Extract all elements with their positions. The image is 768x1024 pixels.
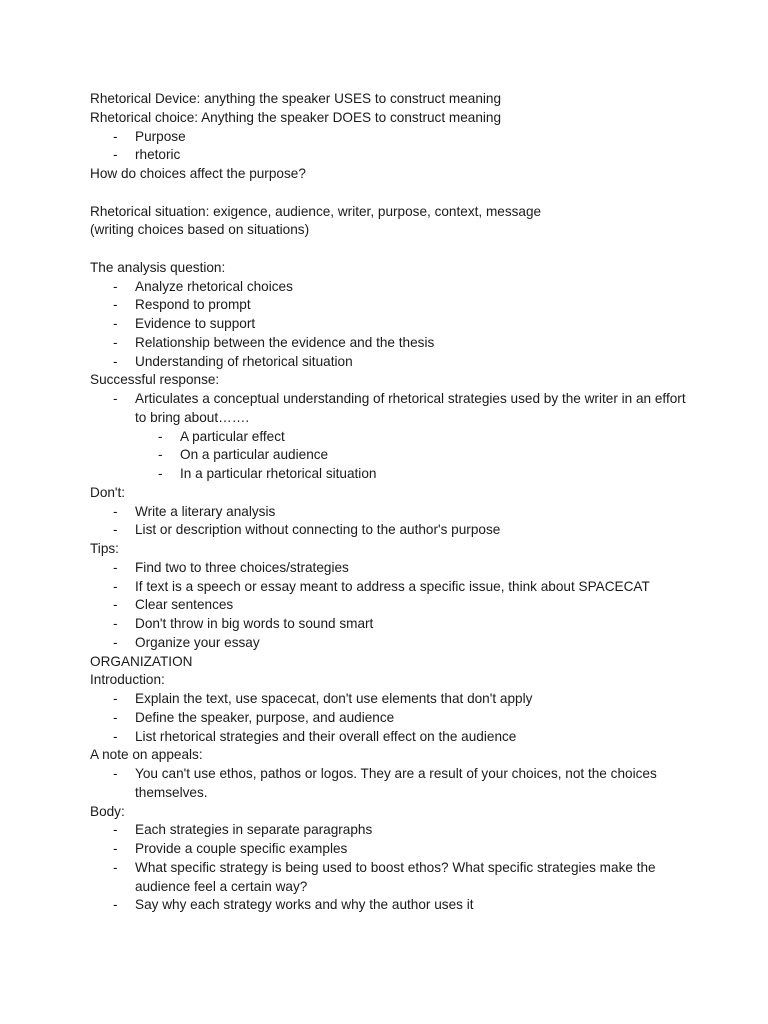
bullet-item bbox=[90, 334, 690, 353]
text-line: A note on appeals: bbox=[90, 747, 203, 763]
dash-bullet-icon: - bbox=[113, 766, 118, 781]
bullet-item bbox=[90, 296, 690, 315]
bullet-item bbox=[90, 709, 690, 728]
bullet-text: If text is a speech or essay meant to address a specific issue, think about SPACECAT bbox=[135, 578, 650, 594]
bullet-text: rhetoric bbox=[135, 147, 181, 163]
text-line: The analysis question: bbox=[90, 259, 226, 275]
bullet-item bbox=[90, 521, 690, 540]
bullet-text: Say why each strategy works and why the author uses it bbox=[135, 897, 474, 913]
dash-bullet-icon: - bbox=[113, 597, 118, 613]
bullet-text: What specific strategy is being used to boost ethos? What specific strategies make the audience feel a certain way? bbox=[135, 859, 656, 894]
dash-bullet-icon: - bbox=[113, 559, 118, 575]
bullet-text: Each strategies in separate paragraphs bbox=[135, 822, 373, 838]
dash-bullet-icon: - bbox=[113, 897, 118, 913]
bullet-text: Purpose bbox=[135, 128, 186, 144]
bullet-item bbox=[90, 559, 690, 578]
dash-bullet-icon: - bbox=[113, 128, 118, 144]
text-line: How do choices affect the purpose? bbox=[90, 166, 306, 181]
bullet-item bbox=[90, 278, 690, 297]
bullet-item bbox=[90, 859, 690, 897]
bullet-item bbox=[90, 615, 690, 634]
text-line: Rhetorical choice: Anything the speaker DOES to construct meaning bbox=[90, 109, 502, 125]
bullet-text: Don't throw in big words to sound smart bbox=[135, 616, 374, 631]
dash-bullet-icon: - bbox=[158, 466, 163, 481]
bullet-text: Write a literary analysis bbox=[135, 503, 276, 519]
dash-bullet-icon: - bbox=[113, 841, 118, 856]
bullet-item bbox=[90, 690, 690, 709]
dash-bullet-icon: - bbox=[113, 728, 118, 744]
dash-bullet-icon: - bbox=[113, 578, 118, 594]
bullet-item bbox=[90, 503, 690, 522]
text-line: Tips: bbox=[90, 541, 119, 556]
bullet-item bbox=[90, 578, 690, 597]
bullet-text: Organize your essay bbox=[135, 634, 260, 650]
bullet-item bbox=[90, 146, 690, 165]
sub-bullet-item bbox=[90, 465, 690, 484]
text-line: Rhetorical Device: anything the speaker USES to construct meaning bbox=[90, 91, 502, 106]
dash-bullet-icon: - bbox=[113, 634, 118, 650]
bullet-text: You can't use ethos, pathos or logos. They are a result of your choices, not the choices themselves. bbox=[135, 766, 657, 800]
dash-bullet-icon: - bbox=[113, 522, 118, 538]
text-line: Successful response: bbox=[90, 372, 220, 388]
text-line: Rhetorical situation: exigence, audience, writer, purpose, context, message bbox=[90, 203, 542, 219]
bullet-item bbox=[90, 353, 690, 372]
text-line: Body: bbox=[90, 803, 125, 819]
bullet-text: Analyze rhetorical choices bbox=[135, 278, 293, 294]
bullet-item bbox=[90, 728, 690, 747]
bullet-text: List rhetorical strategies and their overall effect on the audience bbox=[135, 728, 517, 744]
dash-bullet-icon: - bbox=[113, 147, 118, 163]
dash-bullet-icon: - bbox=[158, 447, 163, 463]
dash-bullet-icon: - bbox=[113, 278, 118, 294]
bullet-text: On a particular audience bbox=[180, 447, 329, 463]
text-line: (writing choices based on situations) bbox=[90, 222, 310, 238]
dash-bullet-icon: - bbox=[113, 391, 118, 406]
text-line: ORGANIZATION bbox=[90, 653, 193, 669]
document-body bbox=[90, 90, 690, 915]
blank-line bbox=[90, 240, 690, 259]
bullet-item bbox=[90, 315, 690, 334]
dash-bullet-icon: - bbox=[113, 616, 118, 631]
bullet-item bbox=[90, 596, 690, 615]
sub-bullet-item bbox=[90, 428, 690, 447]
sub-bullet-item bbox=[90, 446, 690, 465]
bullet-item bbox=[90, 128, 690, 147]
bullet-text: Provide a couple specific examples bbox=[135, 841, 348, 856]
bullet-text: Relationship between the evidence and the thesis bbox=[135, 334, 435, 350]
dash-bullet-icon: - bbox=[113, 353, 118, 369]
text-line: Don't: bbox=[90, 484, 126, 500]
bullet-text: Articulates a conceptual understanding of rhetorical strategies used by the writer in an effort to bring about……. bbox=[135, 391, 686, 425]
bullet-text: A particular effect bbox=[180, 428, 285, 444]
bullet-text: Define the speaker, purpose, and audience bbox=[135, 709, 395, 725]
bullet-item bbox=[90, 390, 690, 428]
bullet-item bbox=[90, 896, 690, 915]
bullet-text: Respond to prompt bbox=[135, 297, 251, 313]
bullet-item bbox=[90, 821, 690, 840]
bullet-item bbox=[90, 634, 690, 653]
bullet-text: List or description without connecting to the author's purpose bbox=[135, 522, 501, 538]
bullet-text: Clear sentences bbox=[135, 597, 234, 613]
bullet-text: Find two to three choices/strategies bbox=[135, 559, 349, 575]
dash-bullet-icon: - bbox=[158, 428, 163, 444]
bullet-text: Understanding of rhetorical situation bbox=[135, 353, 353, 369]
bullet-text: Explain the text, use spacecat, don't use elements that don't apply bbox=[135, 691, 533, 706]
dash-bullet-icon: - bbox=[113, 503, 118, 519]
dash-bullet-icon: - bbox=[113, 316, 118, 331]
dash-bullet-icon: - bbox=[113, 297, 118, 313]
dash-bullet-icon: - bbox=[113, 859, 118, 875]
dash-bullet-icon: - bbox=[113, 691, 118, 706]
bullet-item bbox=[90, 840, 690, 859]
blank-line bbox=[90, 184, 690, 203]
dash-bullet-icon: - bbox=[113, 334, 118, 350]
bullet-item bbox=[90, 765, 690, 803]
text-line: Introduction: bbox=[90, 672, 165, 688]
dash-bullet-icon: - bbox=[113, 822, 118, 838]
bullet-text: In a particular rhetorical situation bbox=[180, 466, 377, 481]
dash-bullet-icon: - bbox=[113, 709, 118, 725]
bullet-text: Evidence to support bbox=[135, 316, 256, 331]
